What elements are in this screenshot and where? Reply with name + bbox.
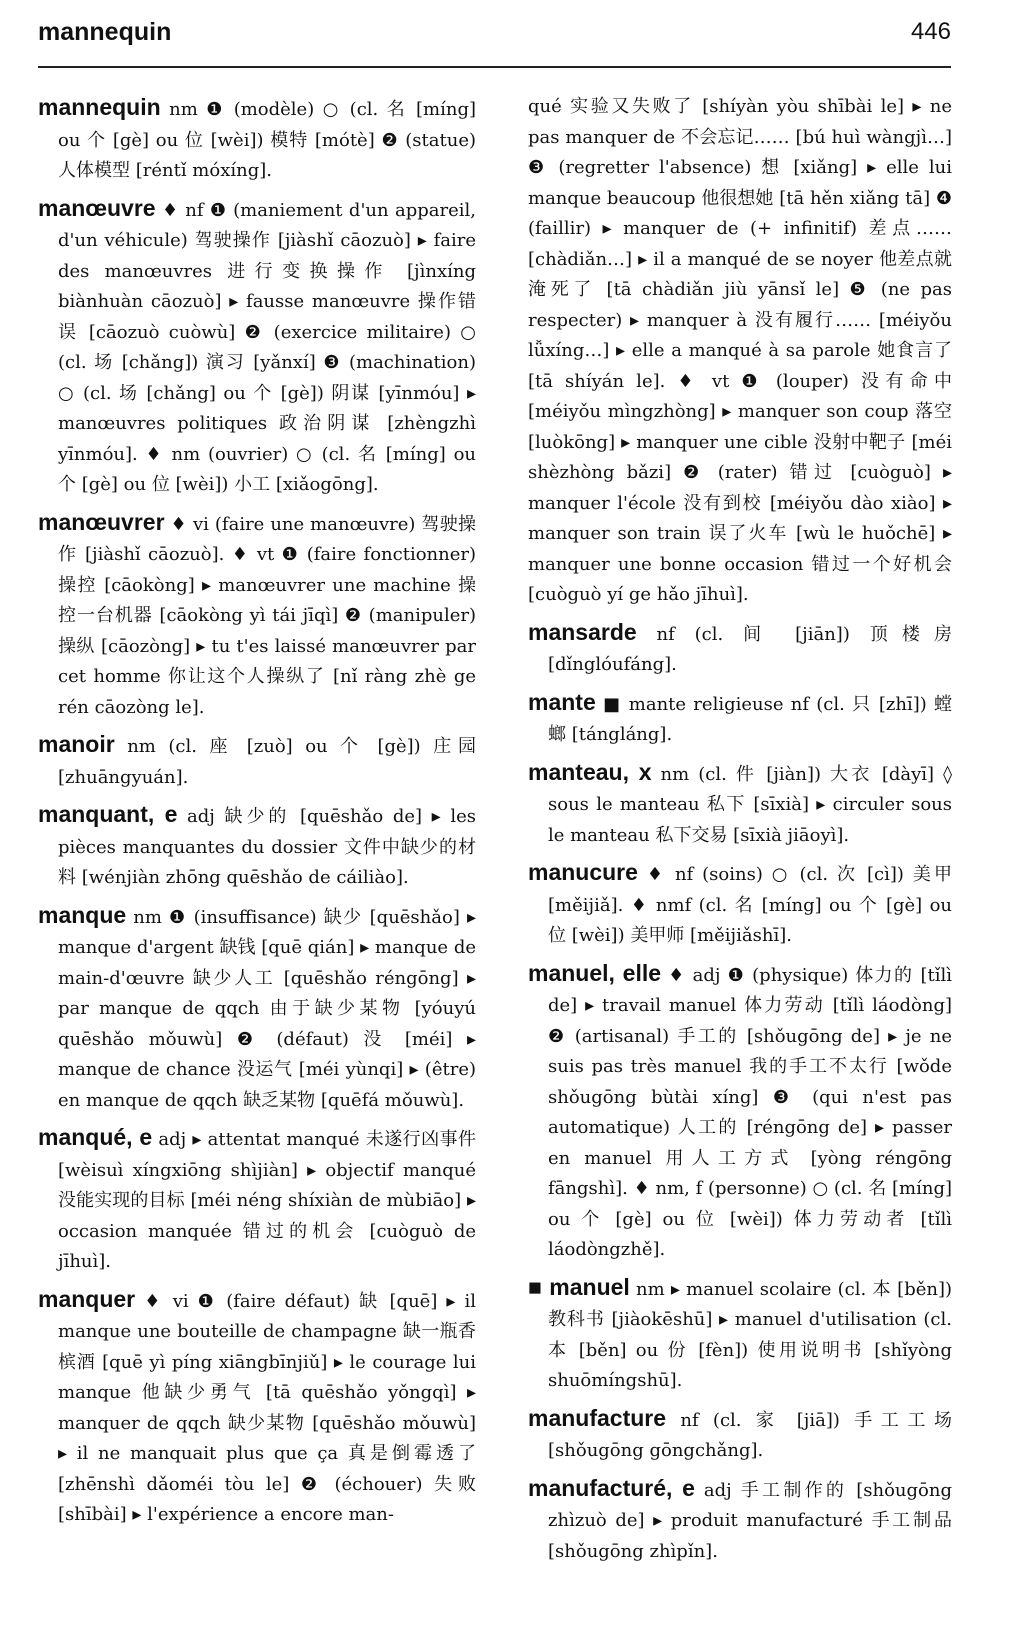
entry-mante xyxy=(528,687,952,751)
entry-mannequin xyxy=(38,92,476,187)
entry-manquer-continued: qué 实验又失败了 [shíyàn yòu shībài le] ▸ ne pas manquer de 不会忘记…… [bú huì wàngjì…] ❸ (regretter l'absence) 想 [xiǎng] ▸ elle lui manque beaucoup 他很想她 [tā hěn xiǎng tā] ❹ (faillir) ▸ manquer de (+ infinitif) 差点…… [chàdiǎn…] ▸ il a manqué de se noyer 他差点就淹死了 [tā chàdiǎn jiù yānsǐ le] ❺ (ne pas respecter) ▸ manquer à 没有履行…… [méiyǒu lǚxíng…] ▸ elle a manqué à sa parole 她食言了 [tā shíyán le]. ♦ vt ❶ (louper) 没有命中 [méiyǒu mìngzhòng] ▸ manquer son coup 落空 [luòkōng] ▸ manquer une cible 没射中靶子 [méi shèzhòng bǎzi] ❷ (rater) 错过 [cuòguò] ▸ manquer l'école 没有到校 [méiyǒu dào xiào] ▸ manquer son train 误了火车 [wù le huǒchē] ▸ manquer une bonne occasion 错过一个好机会 [cuòguò yí ge hǎo jīhuì]. xyxy=(528,96,952,605)
entry-manque xyxy=(38,900,476,1117)
entry-manteau xyxy=(528,757,952,852)
entry-body: adj 缺少的 [quēshǎo de] ▸ les pièces manquantes du dossier 文件中缺少的材料 [wénjiàn zhōng quēshǎo de cáiliào]. xyxy=(58,806,477,888)
headword: manquer xyxy=(38,1285,136,1312)
headword: ■ manuel xyxy=(528,1273,630,1300)
entry-manque-adj xyxy=(38,1122,476,1278)
entry-body: nm (cl. 件 [jiàn]) 大衣 [dàyī] ◊ sous le manteau 私下 [sīxià] ▸ circuler sous le manteau 私下交易 [sīxià jiāoyì]. xyxy=(548,763,952,846)
right-column xyxy=(528,92,952,1573)
headword: manteau, x xyxy=(528,758,652,785)
headword: manuel, elle xyxy=(528,959,662,986)
entry-manufacture xyxy=(528,1403,952,1467)
headword: mansarde xyxy=(528,618,637,645)
headword: manufacture xyxy=(528,1404,667,1431)
headword: manque xyxy=(38,901,127,928)
entry-body: nm ❶ (modèle) ○ (cl. 名 [míng] ou 个 [gè] ou 位 [wèi]) 模特 [mótè] ❷ (statue) 人体模型 [réntǐ móxíng]. xyxy=(58,99,476,181)
headword: manœuvre xyxy=(38,194,156,221)
entry-manucure xyxy=(528,857,952,952)
entry-manuel-adj xyxy=(528,958,952,1266)
entry-manuel-nm xyxy=(528,1272,952,1397)
headword: manucure xyxy=(528,859,638,885)
page-header xyxy=(38,14,951,68)
headword: mante xyxy=(528,688,596,715)
left-column xyxy=(38,92,476,1537)
entry-body: ♦ vi ❶ (faire défaut) 缺 [quē] ▸ il manque une bouteille de champagne 缺一瓶香槟酒 [quē yì píng xiāngbīnjiǔ] ▸ le courage lui manque 他缺少勇气 [tā quēshǎo yǒngqì] ▸ manquer de qqch 缺少某物 [quēshǎo mǒuwù] ▸ il ne manquait plus que ça 真是倒霉透了 [zhēnshì dǎoméi tòu le] ❷ (échouer) 失败 [shībài] ▸ l'expérience a encore man- xyxy=(58,1290,476,1525)
headword: manufacturé, e xyxy=(528,1474,695,1501)
entry-manufacture-adj xyxy=(528,1473,952,1568)
entry-mansarde xyxy=(528,617,952,681)
entry-body: ♦ vi (faire une manœuvre) 驾驶操作 [jiàshǐ cāozuò]. ♦ vt ❶ (faire fonctionner) 操控 [cāokòng] ▸ manœuvrer une machine 操控一台机器 [cāokòng yì tái jīqì] ❷ (manipuler) 操纵 [cāozòng] ▸ tu t'es laissé manœuvrer par cet homme 你让这个人操纵了 [nǐ ràng zhè ge rén cāozòng le]. xyxy=(58,513,476,718)
entry-body: nm ▸ manuel scolaire (cl. 本 [běn]) 教科书 [jiàokēshū] ▸ manuel d'utilisation (cl. 本 [běn] ou 份 [fèn]) 使用说明书 [shǐyòng shuōmíngshū]. xyxy=(548,1278,953,1391)
entry-manquant xyxy=(38,799,476,894)
entry-manoeuvre xyxy=(38,193,476,501)
entry-body: adj 手工制作的 [shǒugōng zhìzuò de] ▸ produit manufacturé 手工制品 [shǒugōng zhìpǐn]. xyxy=(548,1479,952,1562)
entry-manoeuvrer xyxy=(38,507,476,724)
headword: manquant, e xyxy=(38,801,178,827)
entry-body: adj ▸ attentat manqué 未遂行凶事件 [wèisuì xíngxiōng shìjiàn] ▸ objectif manqué 没能实现的目标 [méi néng shíxiàn de mùbiāo] ▸ occasion manquée 错过的机会 [cuòguò de jīhuì]. xyxy=(58,1129,477,1272)
entry-body: nf (cl. 间 [jiān]) 顶楼房 [dǐnglóufáng]. xyxy=(548,623,952,675)
entry-body: nm ❶ (insuffisance) 缺少 [quēshǎo] ▸ manque d'argent 缺钱 [quē qián] ▸ manque de main-d'œuvre 缺少人工 [quēshǎo réngōng] ▸ par manque de qqch 由于缺少某物 [yóuyú quēshǎo mǒuwù] ❷ (défaut) 没 [méi] ▸ manque de chance 没运气 [méi yùnqi] ▸ (être) en manque de qqch 缺乏某物 [quēfá mǒuwù]. xyxy=(58,906,476,1111)
page-number: 446 xyxy=(910,18,951,45)
entry-manoir xyxy=(38,729,476,793)
headword: mannequin xyxy=(38,94,161,120)
entry-body: ■ mante religieuse nf (cl. 只 [zhī]) 螳螂 [tángláng]. xyxy=(548,693,952,745)
headword: manœuvrer xyxy=(38,508,165,535)
entry-manquer xyxy=(38,1284,476,1531)
entry-body: ♦ nf (soins) ○ (cl. 次 [cì]) 美甲 [měijiǎ]. ♦ nmf (cl. 名 [míng] ou 个 [gè] ou 位 [wèi]) 美甲师 [měijiǎshī]. xyxy=(548,864,952,946)
entry-body: nf (cl. 家 [jiā]) 手工工场 [shǒugōng gōngchǎng]. xyxy=(548,1409,952,1461)
headword: manqué, e xyxy=(38,1124,153,1150)
headword: manoir xyxy=(38,731,115,757)
running-head: mannequin xyxy=(38,18,172,46)
entry-body: ♦ adj ❶ (physique) 体力的 [tǐlì de] ▸ travail manuel 体力劳动 [tǐlì láodòng] ❷ (artisanal) 手工的 [shǒugōng de] ▸ je ne suis pas très manuel 我的手工不太行 [wǒde shǒugōng bùtài xíng] ❸ (qui n'est pas automatique) 人工的 [réngōng de] ▸ passer en manuel 用人工方式 [yòng réngōng fāngshì]. ♦ nm, f (personne) ○ (cl. 名 [míng] ou 个 [gè] ou 位 [wèi]) 体力劳动者 [tǐlì láodòngzhě]. xyxy=(548,964,952,1260)
entry-body: ♦ nf ❶ (maniement d'un appareil, d'un véhicule) 驾驶操作 [jiàshǐ cāozuò] ▸ faire des manœuvres 进行变换操作 [jìnxíng biànhuàn cāozuò] ▸ fausse manœuvre 操作错误 [cāozuò cuòwù] ❷ (exercice militaire) ○ (cl. 场 [chǎng]) 演习 [yǎnxí] ❸ (machination) ○ (cl. 场 [chǎng] ou 个 [gè]) 阴谋 [yīnmóu] ▸ manœuvres politiques 政治阴谋 [zhèngzhì yīnmóu]. ♦ nm (ouvrier) ○ (cl. 名 [míng] ou 个 [gè] ou 位 [wèi]) 小工 [xiǎogōng]. xyxy=(58,199,476,495)
entry-body: nm (cl. 座 [zuò] ou 个 [gè]) 庄园 [zhuāngyuán]. xyxy=(58,736,476,788)
